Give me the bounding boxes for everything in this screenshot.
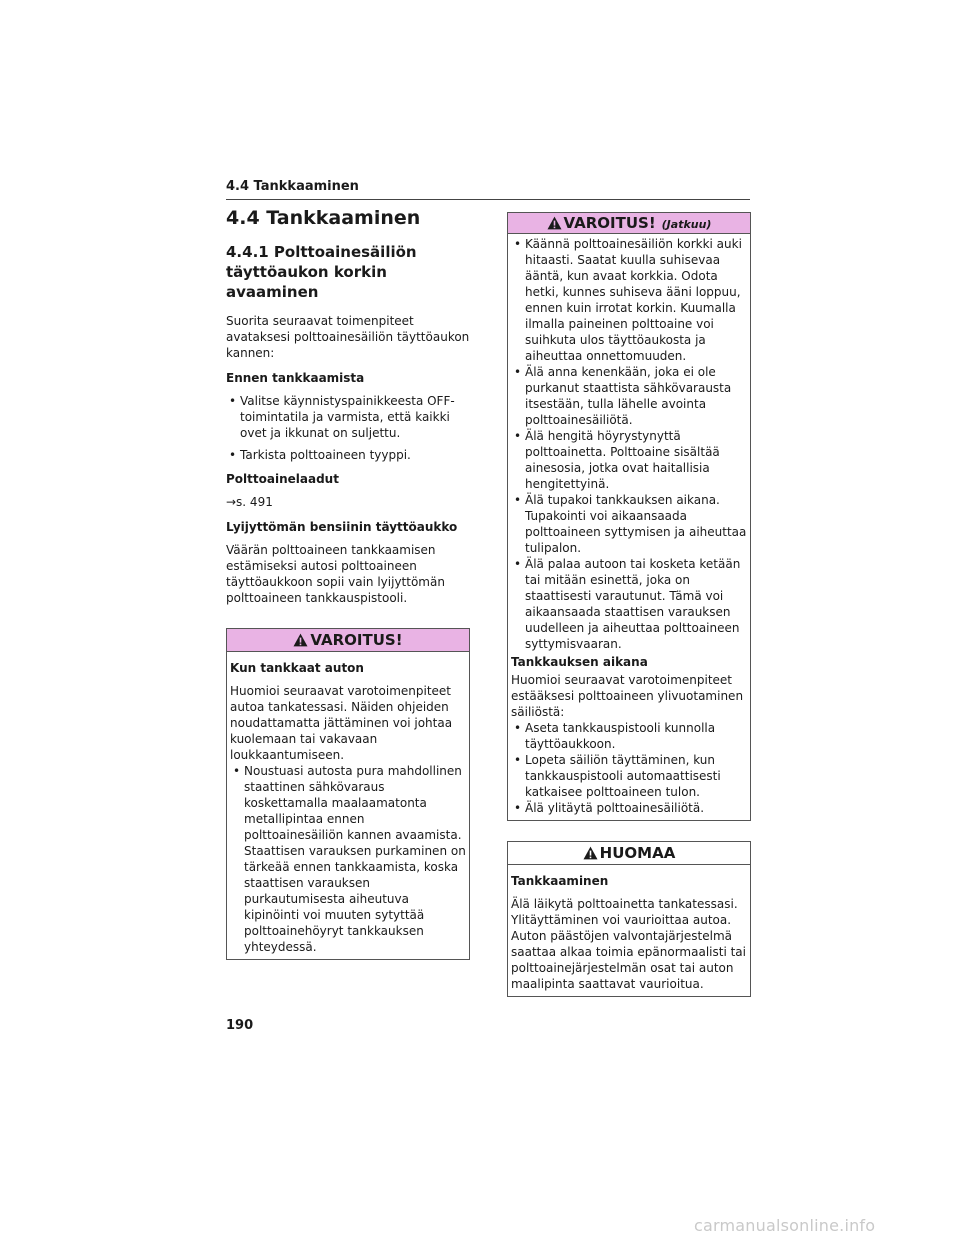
before-list (226, 393, 470, 463)
list-item: • Aseta tankkauspistooli kunnolla täyttöaukkoon. (511, 720, 747, 752)
warning-continued-list (511, 236, 747, 652)
notice-text: Älä läikytä polttoainetta tankatessasi. Ylitäyttäminen voi vaurioittaa autoa. Auton päästöjen valvontajärjestelmä saattaa alkaa toimia epänormaalisti tai polttoainejärjestelmän osat tai auton maalipinta saattavat vaurioitua. (511, 897, 746, 991)
left-column (226, 206, 470, 960)
section-title: 4.4 Tankkaaminen (226, 207, 421, 229)
running-header: 4.4 Tankkaaminen (226, 178, 750, 200)
warning-continued-title: VAROITUS! (563, 214, 656, 232)
list-item: • Älä hengitä höyrystynyttä polttoainetta. Polttoaine sisältää ainesosia, jotka ovat haitallisia hengitettyinä. (511, 428, 747, 492)
page-number: 190 (226, 1018, 254, 1033)
notice-box (507, 841, 751, 997)
list-item: • Älä anna kenenkään, joka ei ole purkanut staattista sähkövarausta itsestään, tulla lähelle avointa polttoainesäiliötä. (511, 364, 747, 428)
warning-continued-body (508, 234, 750, 820)
during-text: Huomioi seuraavat varotoimenpiteet estääksesi polttoaineen ylivuotaminen säiliöstä: (511, 673, 744, 719)
warning-text: Huomioi seuraavat varotoimenpiteet autoa tankatessasi. Näiden ohjeiden noudattamatta jättäminen voi johtaa kuolemaan tai vakavaan loukkaantumiseen. (230, 684, 453, 762)
warning-continued-header (508, 213, 750, 234)
warning-box-body (227, 652, 469, 959)
warning-title: VAROITUS! (310, 631, 403, 649)
list-item: • Älä tupakoi tankkauksen aikana. Tupakointi voi aikaansaada polttoaineen syttymisen ja aiheuttaa tulipalon. (511, 492, 747, 556)
watermark: carmanualsonline.info (694, 1216, 876, 1235)
during-heading: Tankkauksen aikana (511, 655, 648, 669)
unleaded-heading: Lyijyttömän bensiinin täyttöaukko (226, 520, 458, 534)
list-item: • Tarkista polttoaineen tyyppi. (226, 447, 470, 463)
warning-box-header (227, 629, 469, 652)
warning-list (230, 763, 466, 955)
notice-box-body (508, 865, 750, 996)
list-item: • Älä ylitäytä polttoainesäiliötä. (511, 800, 747, 816)
fuel-grades-heading: Polttoainelaadut (226, 472, 339, 486)
warning-heading: Kun tankkaat auton (230, 661, 364, 675)
warning-continued-box (507, 212, 751, 821)
warning-icon (547, 216, 562, 230)
before-heading: Ennen tankkaamista (226, 371, 365, 385)
caution-icon (583, 846, 598, 860)
list-item: • Noustuasi autosta pura mahdollinen staattinen sähkövaraus koskettamalla maalaamatonta metallipintaa ennen polttoainesäiliön kannen avaamista. Staattisen varauksen purkaminen on tärkeää ennen tankkaamista, koska staattisen varauksen purkautumisesta aiheutuva kipinöinti voi muuten sytyttää polttoainehöyryt tankkauksen yhteydessä. (230, 763, 466, 955)
intro-text: Suorita seuraavat toimenpiteet avataksesi polttoainesäiliön täyttöaukon kannen: (226, 314, 470, 360)
warning-box (226, 628, 470, 960)
list-item: • Valitse käynnistyspainikkeesta OFF-toimintatila ja varmista, että kaikki ovet ja ikkunat on suljettu. (226, 393, 470, 441)
list-item: • Käännä polttoainesäiliön korkki auki hitaasti. Saatat kuulla suhisevaa ääntä, kun avaat korkkia. Odota hetki, kunnes suhiseva ääni loppuu, ennen kuin irrotat korkin. Kuumalla ilmalla paineinen polttoaine voi suihkuta ulos täyttöaukosta ja aiheuttaa onnettomuuden. (511, 236, 747, 364)
unleaded-text: Väärän polttoaineen tankkaamisen estämiseksi autosi polttoaineen täyttöaukkoon sopii vain lyijyttömän polttoaineen tankkauspistooli. (226, 543, 445, 605)
notice-title: HUOMAA (599, 844, 676, 862)
notice-box-header (508, 842, 750, 865)
notice-heading: Tankkaaminen (511, 874, 609, 888)
warning-icon (293, 633, 308, 647)
subsection-title: 4.4.1 Polttoainesäiliön täyttöaukon korkin avaaminen (226, 243, 417, 301)
continued-note: (Jatkuu) (661, 218, 712, 231)
during-list (511, 720, 747, 816)
list-item: • Lopeta säiliön täyttäminen, kun tankkauspistooli automaattisesti katkaisee polttoaineen tulon. (511, 752, 747, 800)
right-column (507, 212, 751, 997)
fuel-grades-link[interactable]: →s. 491 (226, 495, 273, 509)
list-item: • Älä palaa autoon tai kosketa ketään tai mitään esinettä, joka on staattisesti varautunut. Tämä voi aikaansaada staattisen varauksen uudelleen ja aiheuttaa polttoaineen syttymisvaaran. (511, 556, 747, 652)
